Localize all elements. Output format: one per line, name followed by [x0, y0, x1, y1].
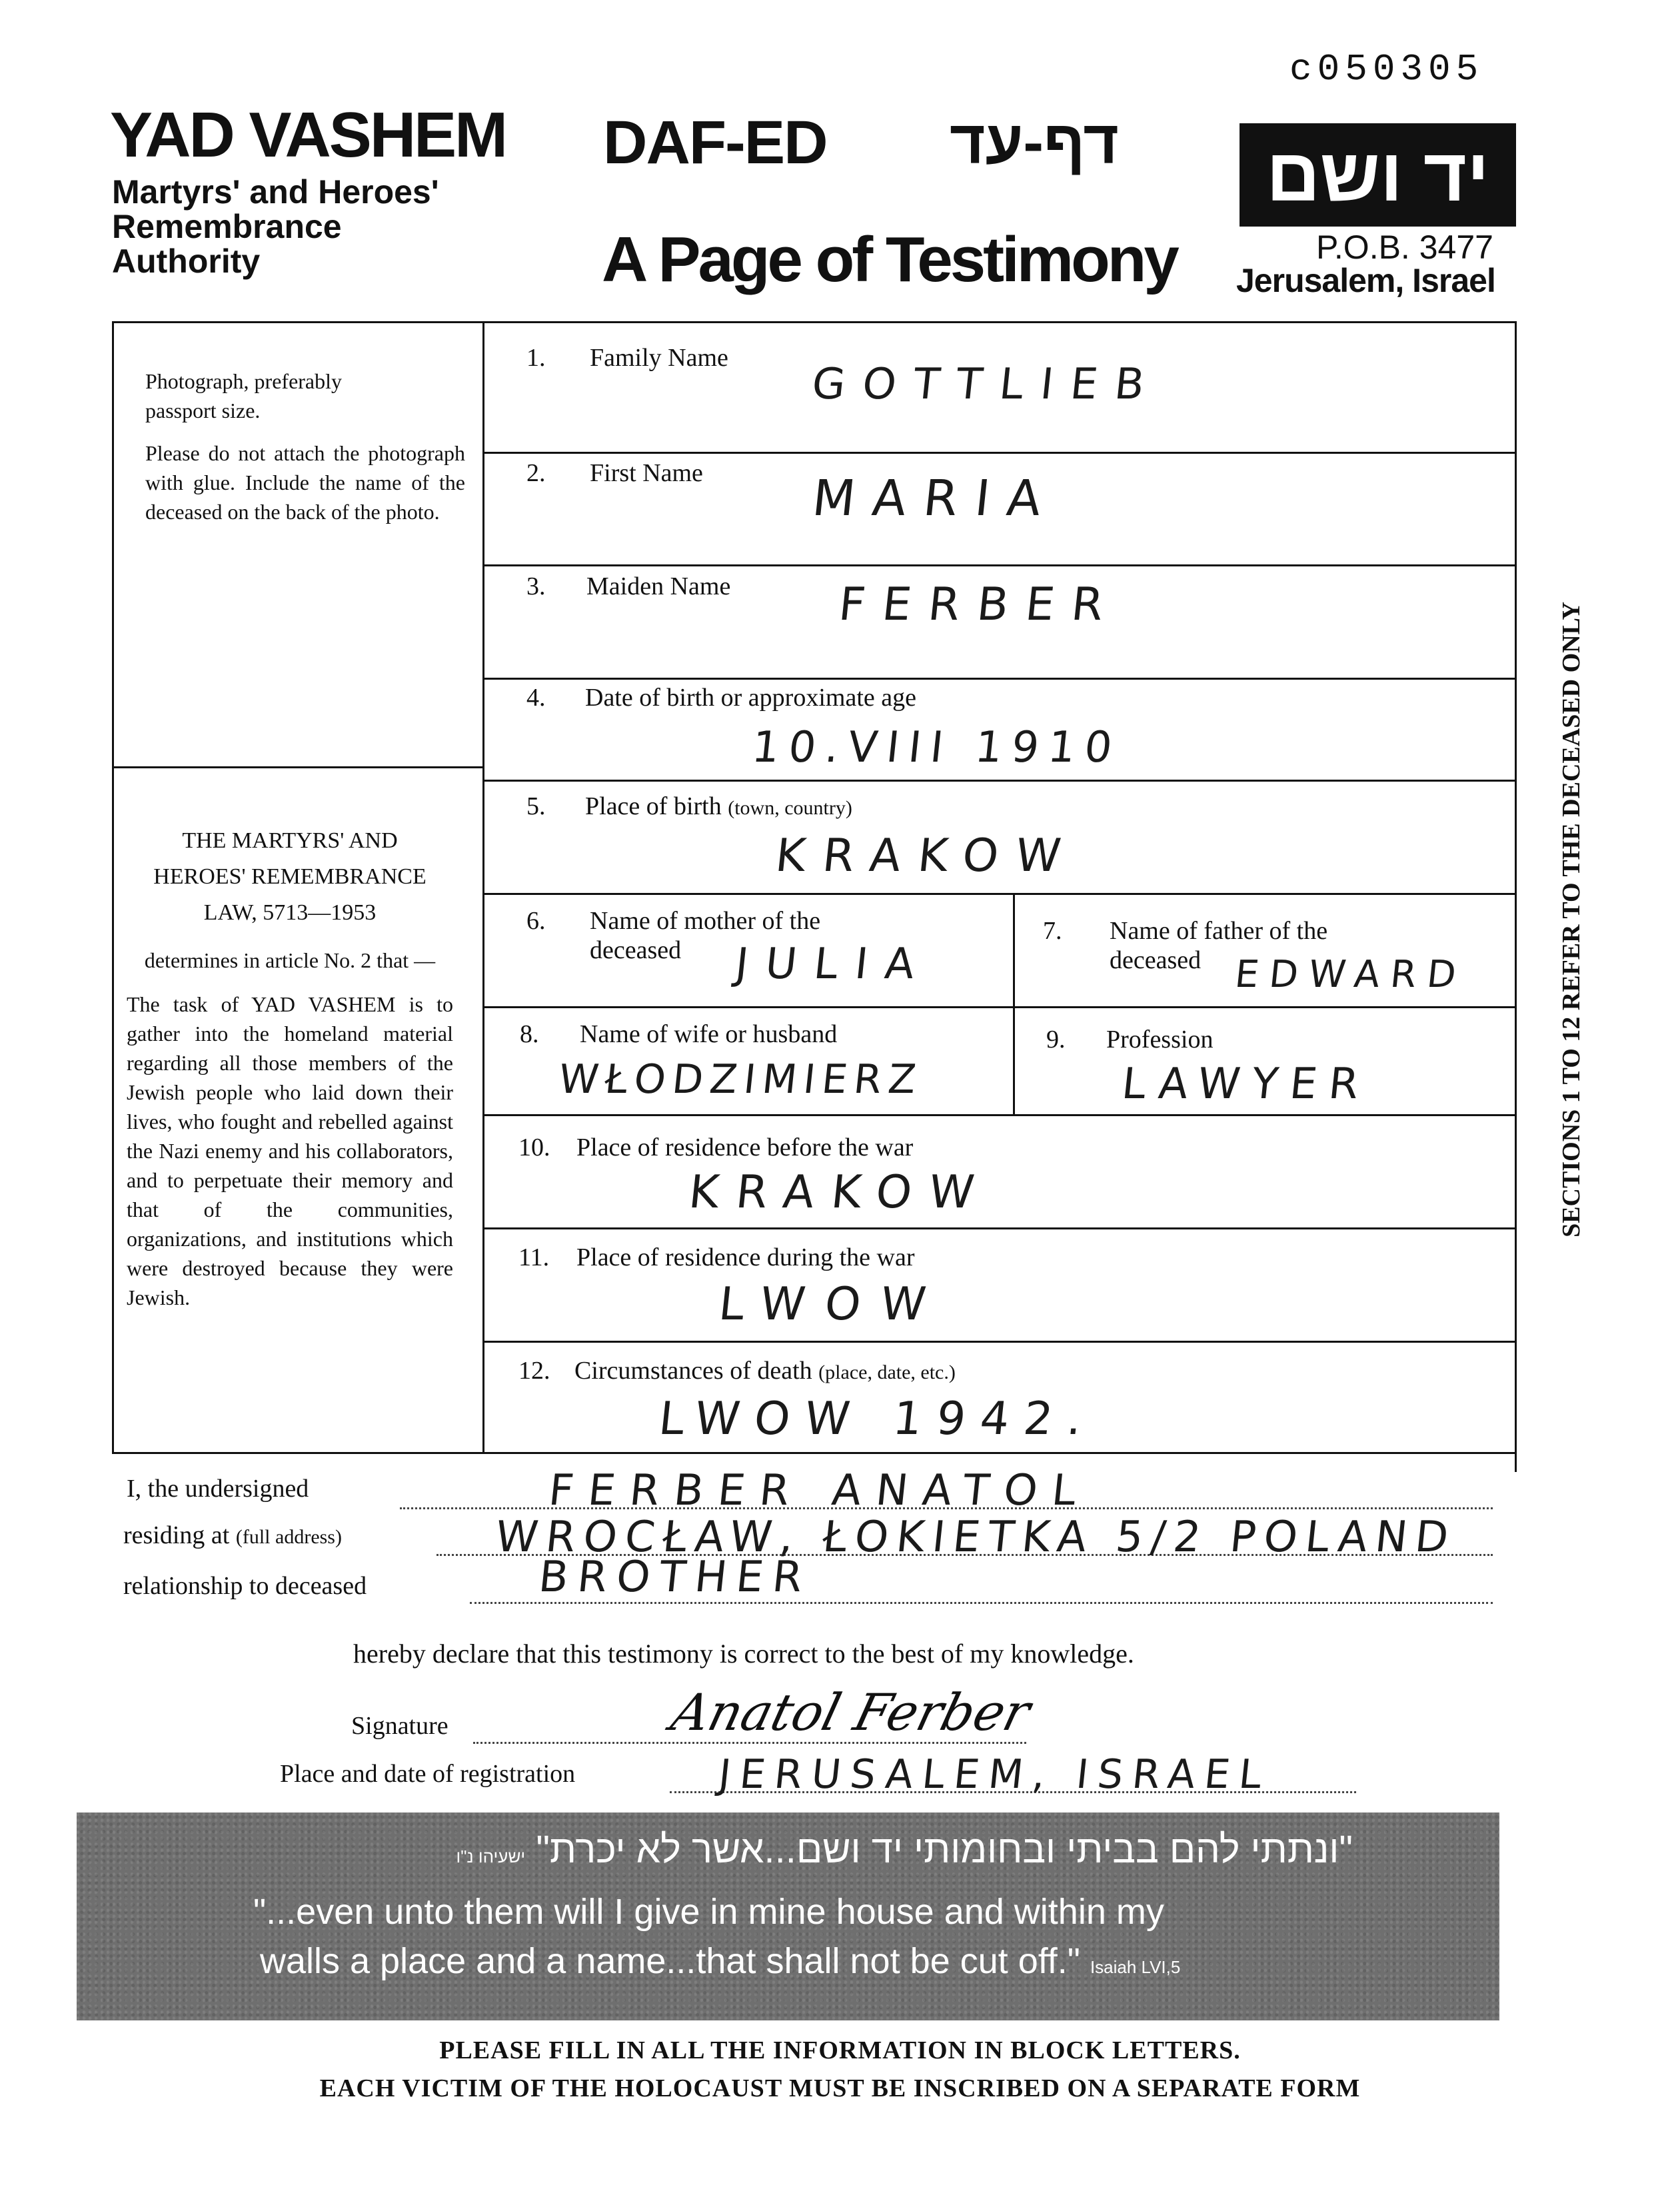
row-divider: [482, 1114, 1517, 1116]
field-3-number: 3.: [526, 572, 546, 600]
field-2-label: First Name: [590, 459, 703, 487]
relationship-line: [470, 1602, 1493, 1604]
quote-banner: [77, 1813, 1499, 2020]
field-7-label: Name of father of the deceased: [1110, 917, 1328, 974]
photo-box-bottom: [112, 766, 484, 768]
field-9-number: 9.: [1046, 1026, 1066, 1054]
banner-hebrew: "ונתתי להם בביתי ובחומותי יד ושם...אשר לא יכרת" ישעיהו נ"ו: [456, 1828, 1353, 1871]
form-right-border: [1515, 321, 1517, 1472]
relationship-value[interactable]: BROTHER: [536, 1553, 814, 1602]
place-date-label: Place and date of registration: [280, 1760, 576, 1788]
maiden-name-value[interactable]: FERBER: [836, 578, 1124, 631]
daf-ed-hebrew: דף-עד: [950, 109, 1119, 177]
page-title: A Page of Testimony: [602, 224, 1177, 295]
field-7-number: 7.: [1043, 917, 1062, 945]
residing-value[interactable]: WROCŁAW, ŁOKIETKA 5/2 POLAND: [493, 1513, 1459, 1562]
law-body: The task of YAD VASHEM is to gather into the homeland material regarding all those members of the Jewish people who laid down their lives, who fought and rebelled against the Nazi enemy and his collaborators, and to perpetuate their memory and that of the communities, organizations, and institutions which were destroyed because they were Jewish.: [127, 992, 453, 1309]
footer-instruction-1: PLEASE FILL IN ALL THE INFORMATION IN BLOCK LETTERS.: [439, 2036, 1241, 2064]
row-divider: [482, 678, 1517, 680]
place-date-value[interactable]: JERUSALEM, ISRAEL: [716, 1751, 1273, 1798]
field-12-label: Circumstances of death (place, date, etc.): [574, 1357, 956, 1385]
field-1-number: 1.: [526, 344, 546, 372]
profession-value[interactable]: LAWYER: [1120, 1060, 1373, 1109]
form-top-border: [112, 321, 1517, 323]
field-10-number: 10.: [518, 1133, 550, 1161]
row-divider: [482, 893, 1517, 895]
form-divider: [482, 321, 484, 1454]
row-divider: [482, 452, 1517, 454]
death-circumstances-value[interactable]: LWOW 1942.: [656, 1393, 1100, 1445]
field-6-number: 6.: [526, 907, 546, 935]
photo-instruction-2: Please do not attach the photograph with glue. Include the name of the deceased on the back of the photo.: [145, 441, 465, 524]
field-4-number: 4.: [526, 684, 546, 712]
field-2-number: 2.: [526, 459, 546, 487]
birth-place-value[interactable]: KRAKOW: [773, 830, 1081, 882]
declaration-statement: hereby declare that this testimony is correct to the best of my knowledge.: [353, 1639, 1134, 1669]
org-title: YAD VASHEM: [110, 99, 506, 171]
city-address: Jerusalem, Israel: [1236, 262, 1495, 299]
field-12-number: 12.: [518, 1357, 550, 1385]
father-name-value[interactable]: EDWARD: [1233, 953, 1469, 996]
birth-date-value[interactable]: 10.VIII 1910: [750, 723, 1124, 772]
signature-line: [473, 1742, 1026, 1744]
row-divider: [482, 780, 1517, 782]
spouse-name-value[interactable]: WŁODZIMIERZ: [556, 1056, 925, 1103]
field-6-label: Name of mother of the deceased: [590, 907, 821, 964]
field-9-label: Profession: [1106, 1026, 1214, 1054]
field-8-label: Name of wife or husband: [580, 1020, 838, 1048]
field-10-label: Place of residence before the war: [576, 1133, 914, 1161]
relationship-label: relationship to deceased: [123, 1572, 367, 1600]
pob-address: P.O.B. 3477: [1316, 229, 1493, 266]
field-5-label: Place of birth (town, country): [585, 792, 852, 820]
law-box: [127, 823, 453, 1312]
field-8-number: 8.: [520, 1020, 539, 1048]
row-divider: [482, 1006, 1517, 1008]
form-left-border: [112, 321, 114, 1454]
field-5-number: 5.: [526, 792, 546, 820]
yad-vashem-logo: [1240, 123, 1516, 227]
photo-instruction-1: Photograph, preferably passport size.: [145, 369, 343, 422]
row-divider: [482, 564, 1517, 566]
signature-label: Signature: [351, 1712, 448, 1740]
undersigned-value[interactable]: FERBER ANATOL: [546, 1466, 1094, 1515]
field-4-label: Date of birth or approximate age: [585, 684, 916, 712]
daf-ed-title: DAF-ED: [603, 109, 827, 177]
residing-label: residing at (full address): [123, 1521, 342, 1549]
family-name-value[interactable]: GOTTLIEB: [810, 360, 1164, 409]
banner-quote-line-2: walls a place and a name...that shall not be cut off." Isaiah LVI,5: [260, 1941, 1181, 1981]
banner-quote-line-1: "...even unto them will I give in mine house and within my: [253, 1892, 1164, 1932]
field-11-label: Place of residence during the war: [576, 1243, 915, 1271]
serial-number: c050305: [1289, 48, 1484, 91]
form-bottom-border: [112, 1452, 1517, 1454]
side-note: SECTIONS 1 TO 12 REFER TO THE DECEASED ONLY: [1557, 602, 1585, 1237]
first-name-value[interactable]: MARIA: [810, 470, 1062, 527]
residence-during-war-value[interactable]: LWOW: [716, 1278, 948, 1331]
mother-name-value[interactable]: JULIA: [733, 940, 934, 989]
law-title: THE MARTYRS' AND HEROES' REMEMBRANCE LAW, 5713—1953: [153, 828, 426, 925]
row-divider: [482, 1227, 1517, 1229]
org-subtitle: Martyrs' and Heroes' Remembrance Authority: [112, 173, 439, 280]
photo-box[interactable]: [145, 366, 465, 526]
footer-instruction-2: EACH VICTIM OF THE HOLOCAUST MUST BE INSCRIBED ON A SEPARATE FORM: [319, 2074, 1361, 2102]
field-11-number: 11.: [518, 1243, 550, 1271]
law-intro: determines in article No. 2 that —: [144, 948, 436, 972]
field-1-label: Family Name: [590, 344, 728, 372]
row-divider: [482, 1341, 1517, 1343]
signature[interactable]: Anatol Ferber: [665, 1683, 1036, 1742]
residence-before-war-value[interactable]: KRAKOW: [686, 1166, 994, 1219]
field-3-label: Maiden Name: [586, 572, 731, 600]
cell-divider: [1013, 893, 1015, 1115]
logo-hebrew-text: יד ושם: [1266, 133, 1489, 217]
undersigned-label: I, the undersigned: [127, 1475, 309, 1503]
